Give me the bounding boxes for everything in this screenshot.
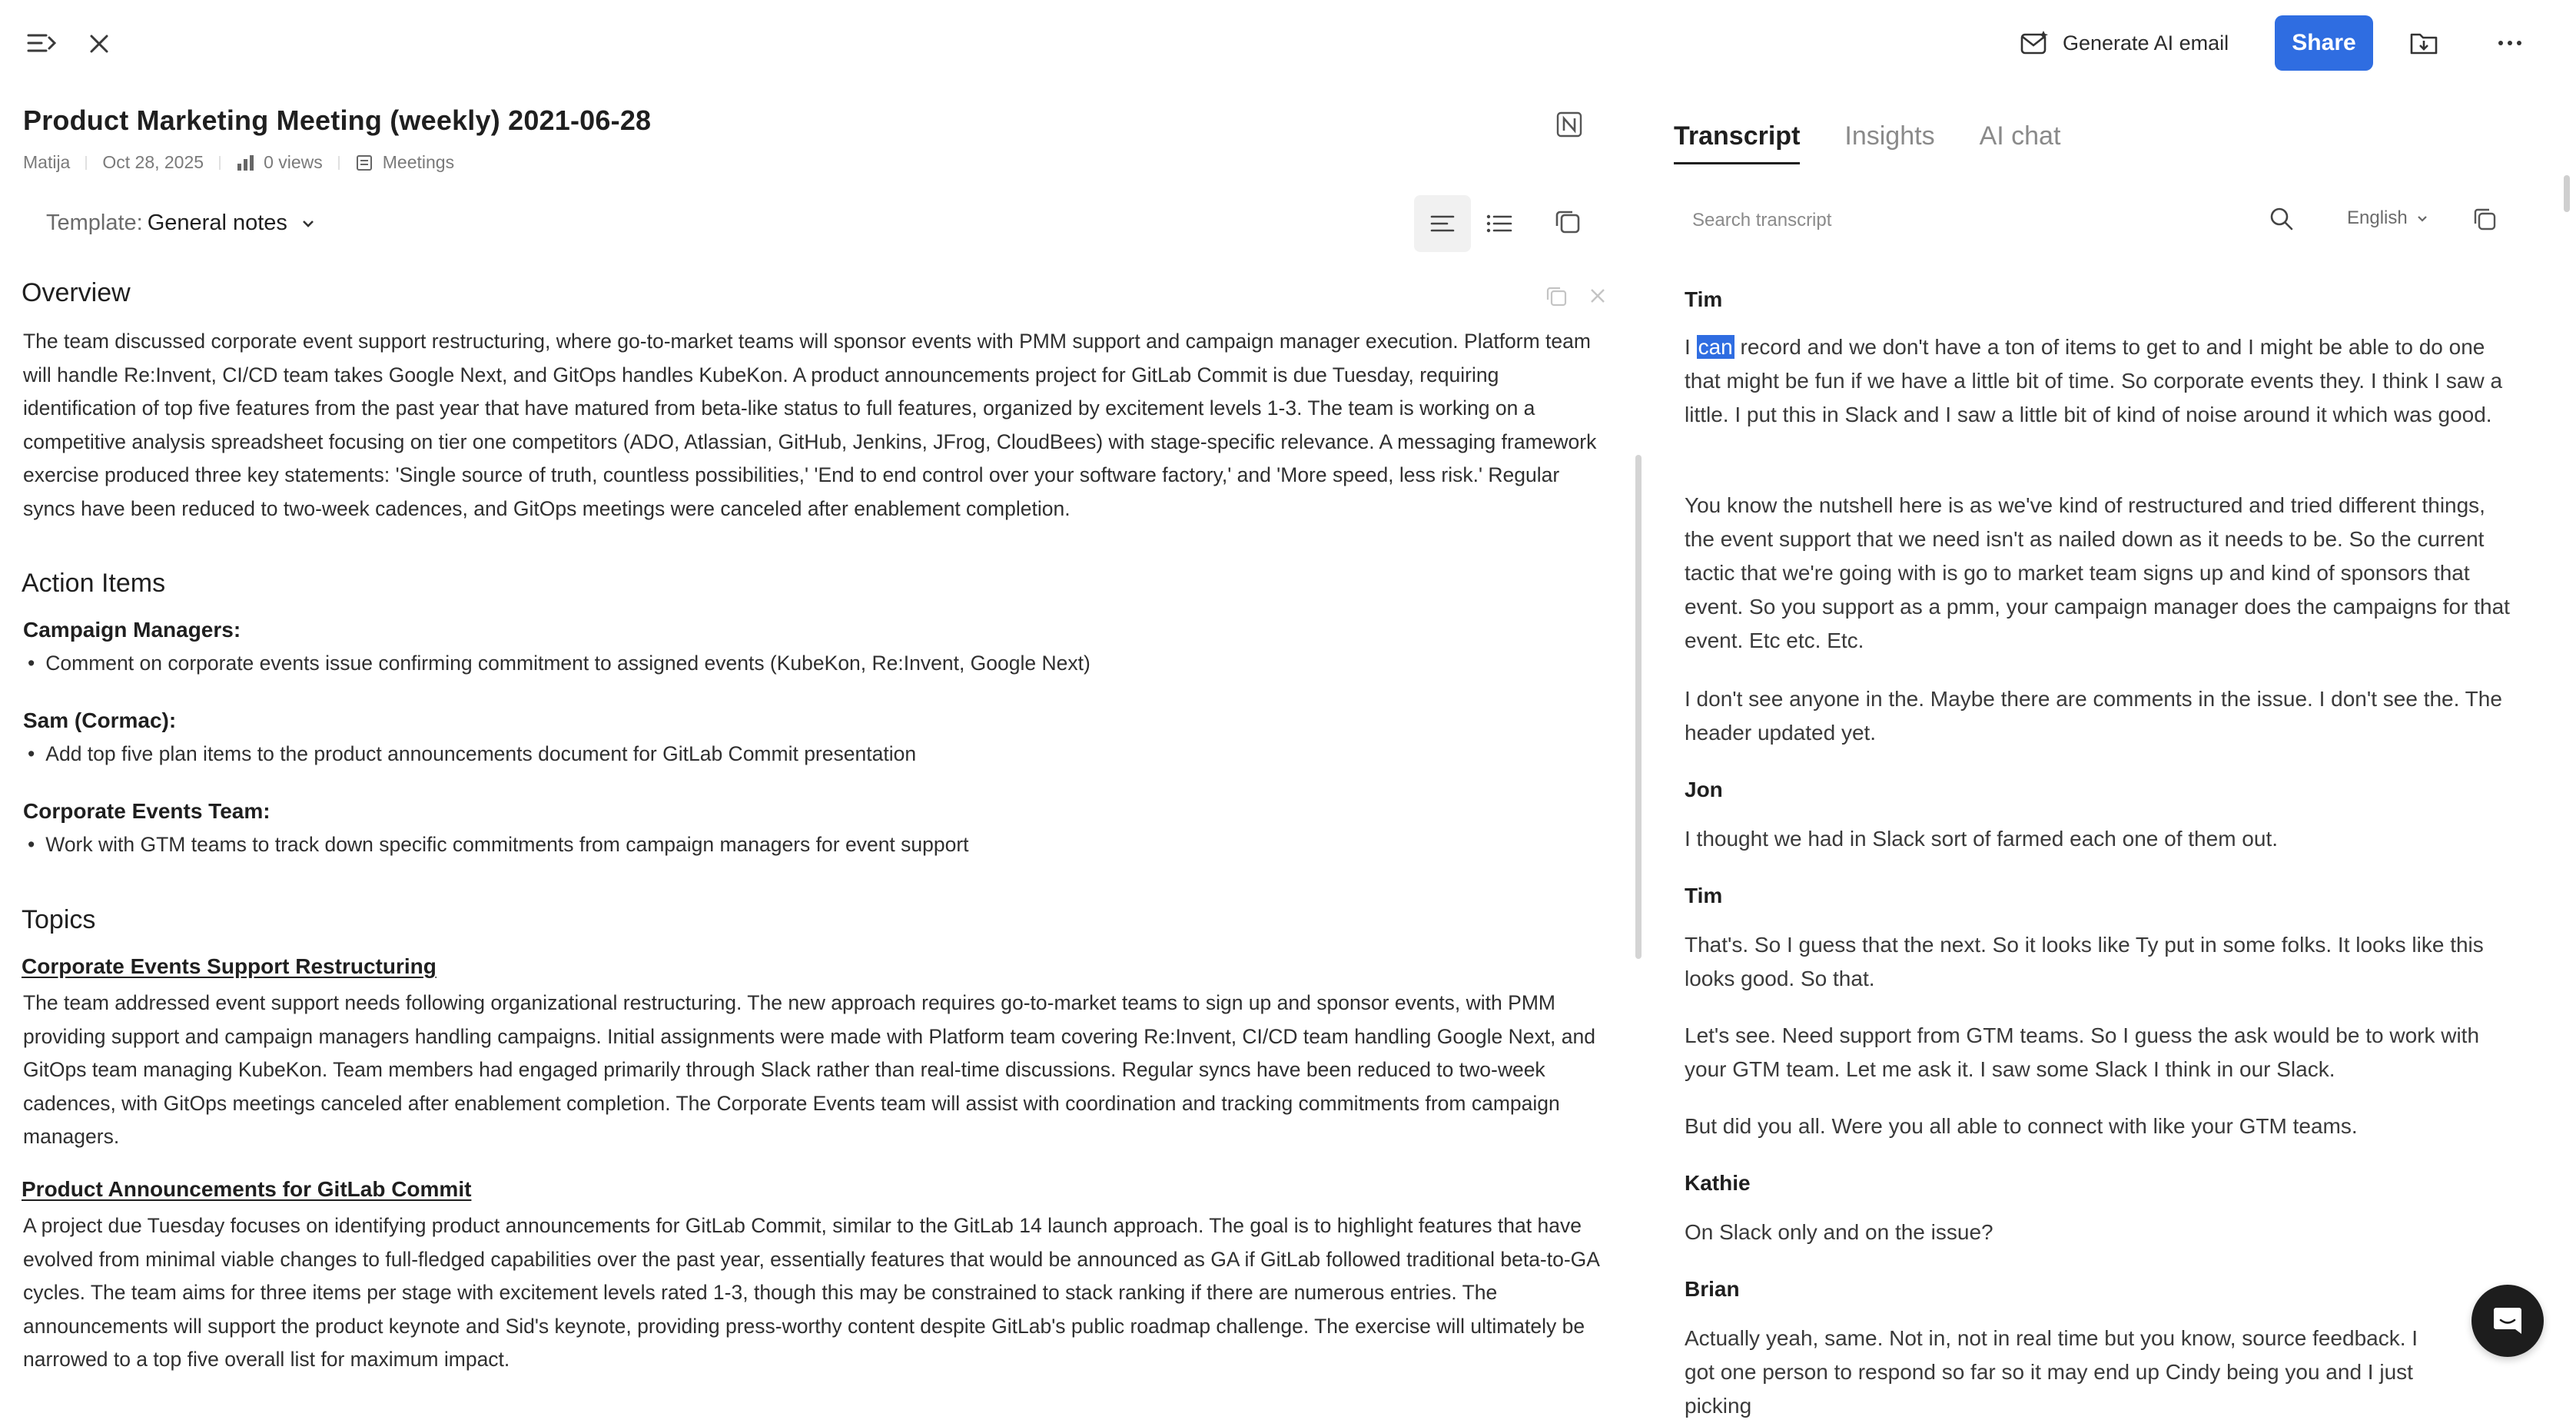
tab-transcript[interactable]: Transcript xyxy=(1674,121,1800,164)
template-value: General notes xyxy=(147,211,287,235)
paragraph-view-button[interactable] xyxy=(1414,195,1471,252)
template-selector[interactable] xyxy=(46,211,317,236)
chat-support-button[interactable] xyxy=(2471,1285,2544,1357)
more-options-icon[interactable] xyxy=(2496,28,2524,58)
action-group-owner: Corporate Events Team: xyxy=(23,799,271,823)
transcript-paragraph: Actually yeah, same. Not in, not in real time but you know, source feedback. I got one person to respond so far so it may end up Cindy being you and I just picking xyxy=(1685,1326,2418,1418)
action-group-owner: Sam (Cormac): xyxy=(23,708,177,732)
topic-text: The team addressed event support needs following organizational restructuring. The new approach requires go-to-market teams to sign up and sponsor events, with PMM providing support and campaign managers handling campaigns. Initial assignments were made with Platform team covering Re:Invent, CI/CD team handling Google Next, and GitOps team managing KubeKon. Team members had engaged primarily through Slack rather than real-time discussions. Regular syncs have been reduced to two-week cadences, with GitOps meetings canceled after enablement completion. The Corporate Events team will assist with coordination and tracking commitments from campaign managers. xyxy=(23,991,1595,1149)
copy-transcript-icon[interactable] xyxy=(2471,206,2498,232)
speaker-name: Jon xyxy=(1685,778,1723,801)
align-left-icon xyxy=(1430,214,1455,234)
topic-title[interactable]: Product Announcements for GitLab Commit xyxy=(22,1177,472,1201)
topics-heading: Topics xyxy=(22,905,96,934)
doc-meta xyxy=(23,152,454,173)
tab-insights[interactable]: Insights xyxy=(1844,121,1935,151)
language-selector[interactable] xyxy=(2347,207,2429,229)
transcript-paragraph: But did you all. Were you all able to connect with like your GTM teams. xyxy=(1685,1114,2358,1138)
notes-scrollbar[interactable] xyxy=(1635,455,1642,959)
language-value: English xyxy=(2347,207,2408,228)
share-button[interactable]: Share xyxy=(2275,15,2373,71)
tab-ai-chat[interactable]: AI chat xyxy=(1979,121,2061,151)
bullet-list-icon xyxy=(1486,214,1512,234)
folder-link[interactable] xyxy=(355,152,454,173)
views-count xyxy=(236,152,323,173)
chevron-down-icon xyxy=(2415,211,2429,225)
search-icon[interactable] xyxy=(2269,206,2295,232)
topic-title[interactable]: Corporate Events Support Restructuring xyxy=(22,954,437,978)
overview-text: The team discussed corporate event support restructuring, where go-to-market teams will sponsor events with PMM support and campaign manager execution. Platform team will handle Re:Invent, CI/CD team takes Google Next, and GitOps handles KubeKon. A product announcements project for GitLab Commit is due Tuesday, requiring identification of top five features from the past year that have matured from beta-like status to full features, organized by excitement levels 1-3. The team is working on a competitive analysis spreadsheet focusing on tier one competitors (ADO, Atlassian, GitHub, Jenkins, JFrog, CloudBees) with stage-specific relevance. A messaging framework exercise produced three key statements: 'Single source of truth, countless possibilities,' 'End to end control over your software factory,' and 'More speed, less risk.' Regular syncs have been reduced to two-week cadences, and GitOps meetings were canceled after enablement completion. xyxy=(23,330,1597,520)
transcript-paragraph: I thought we had in Slack sort of farmed each one of them out. xyxy=(1685,827,2279,851)
generate-ai-email-label: Generate AI email xyxy=(2063,31,2229,55)
date: Oct 28, 2025 xyxy=(102,152,204,172)
divider xyxy=(85,156,87,170)
view-toggle xyxy=(1414,195,1528,252)
notion-export-icon[interactable] xyxy=(1555,111,1583,138)
mail-sparkle-icon xyxy=(2020,30,2049,56)
action-item: • Work with GTM teams to track down specific commitments from campaign managers for event support xyxy=(28,833,969,857)
views-label: 0 views xyxy=(264,152,323,172)
transcript-paragraph: You know the nutshell here is as we've kind of restructured and tried different things, the event support that we need isn't as nailed down as it needs to be. So the current tactic that we're going with is go to market team signs up and kind of sponsors that event. So you support as a pmm, your campaign manager does the campaigns for that event. Etc etc. Etc. xyxy=(1685,493,2510,652)
transcript-text: record and we don't have a ton of items to get to and I might be able to do one that might be fun if we have a little bit of time. So corporate events they. I think I saw a little. I put this in Slack and I saw a little bit of kind of noise around it which was good. xyxy=(1685,335,2503,426)
transcript-text: I xyxy=(1685,335,1697,359)
generate-ai-email-button[interactable] xyxy=(2020,28,2229,58)
folder-icon xyxy=(355,154,375,172)
template-label: Template: xyxy=(46,211,143,235)
sidebar-toggle-icon[interactable] xyxy=(26,28,58,58)
page-title[interactable]: Product Marketing Meeting (weekly) 2021-06-28 xyxy=(23,104,652,136)
topic-text: A project due Tuesday focuses on identifying product announcements for GitLab Commit, similar to the GitLab 14 launch approach. The goal is to highlight features that have evolved from minimal viable changes to full-fledged capabilities over the past year, essentially features that would be announced as GA if GitLab followed traditional beta-to-GA cycles. The team aims for three items per stage with excitement levels rated 1-3, though this may be constrained to stack ranking if there are numerous entries. The announcements will support the product keynote and Sid's keynote, providing press-worthy content despite GitLab's public roadmap challenge. The exercise will ultimately be narrowed to a top five overall list for maximum impact. xyxy=(23,1214,1599,1372)
action-group-owner: Campaign Managers: xyxy=(23,618,241,642)
transcript-scrollbar[interactable] xyxy=(2564,175,2570,212)
close-icon[interactable] xyxy=(86,28,112,58)
speaker-name: Kathie xyxy=(1685,1171,1751,1195)
search-transcript-input[interactable] xyxy=(1691,201,2247,240)
divider xyxy=(219,156,221,170)
collapse-section-icon[interactable] xyxy=(1588,286,1608,306)
transcript-paragraph: That's. So I guess that the next. So it looks like Ty put in some folks. It looks like this looks good. So that. xyxy=(1685,933,2484,990)
action-items-heading: Action Items xyxy=(22,569,166,598)
action-item: • Comment on corporate events issue confirming commitment to assigned events (KubeKon, Re:Invent, Google Next) xyxy=(28,652,1090,675)
move-to-folder-icon[interactable] xyxy=(2408,28,2439,58)
chat-bubble-icon xyxy=(2490,1303,2525,1338)
author: Matija xyxy=(23,152,71,172)
action-item: • Add top five plan items to the product announcements document for GitLab Commit presentation xyxy=(28,742,916,766)
bar-chart-icon xyxy=(236,154,256,171)
speaker-name: Brian xyxy=(1685,1277,1740,1301)
transcript-paragraph xyxy=(1685,330,2515,432)
speaker-name: Tim xyxy=(1685,287,1723,311)
transcript-paragraph: I don't see anyone in the. Maybe there are comments in the issue. I don't see the. The header updated yet. xyxy=(1685,687,2502,745)
chevron-down-icon xyxy=(300,215,317,232)
folder-label: Meetings xyxy=(382,152,455,172)
top-bar xyxy=(0,0,2576,86)
copy-section-icon[interactable] xyxy=(1545,284,1568,307)
list-view-button[interactable] xyxy=(1471,195,1528,252)
speaker-name: Tim xyxy=(1685,884,1723,907)
overview-heading: Overview xyxy=(22,278,131,307)
divider xyxy=(338,156,340,170)
transcript-paragraph: Let's see. Need support from GTM teams. So I guess the ask would be to work with your GTM team. Let me ask it. I saw some Slack I think in our Slack. xyxy=(1685,1023,2480,1081)
highlighted-word: can xyxy=(1698,335,1733,359)
panel-tabs xyxy=(1674,121,2060,164)
transcript-paragraph: On Slack only and on the issue? xyxy=(1685,1220,1993,1244)
copy-icon[interactable] xyxy=(1554,207,1582,235)
